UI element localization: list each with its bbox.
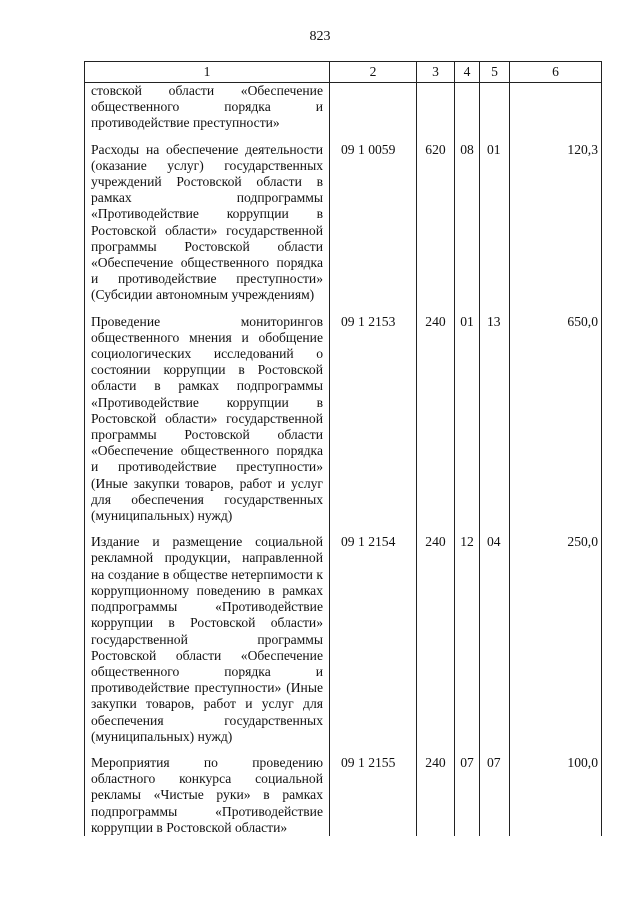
row-description: Проведение мониторингов общественного мнения и обобщение социологических исследований о состоянии коррупции в Ростовской области в рамках подпрограммы «Противодействие коррупции в Ростовской области» государственной программы Ростовской области «Обеспечение общественного порядка и противодействие преступности» (Иные закупки товаров, работ и услуг для обеспечения государственных (муниципальных) нужд) — [85, 304, 330, 525]
row-description: Мероприятия по проведению областного конкурса социальной рекламы «Чистые руки» в рамках подпрограммы «Противодействие коррупции в Ростовской области» — [85, 745, 330, 836]
row-expense-type: 240 — [417, 524, 455, 745]
row-amount: 100,0 — [510, 745, 602, 836]
header-col-3: 3 — [417, 62, 455, 83]
row-section: 08 — [455, 132, 480, 304]
header-col-6: 6 — [510, 62, 602, 83]
row-expense-type — [417, 83, 455, 132]
row-code: 09 1 0059 — [330, 132, 417, 304]
row-amount: 250,0 — [510, 524, 602, 745]
row-subsection: 07 — [480, 745, 510, 836]
header-col-5: 5 — [480, 62, 510, 83]
table-row — [85, 745, 602, 836]
row-expense-type: 240 — [417, 304, 455, 525]
row-code: 09 1 2154 — [330, 524, 417, 745]
header-col-4: 4 — [455, 62, 480, 83]
row-section — [455, 83, 480, 132]
table-row — [85, 132, 602, 304]
header-col-1: 1 — [85, 62, 330, 83]
row-expense-type: 620 — [417, 132, 455, 304]
row-amount: 650,0 — [510, 304, 602, 525]
row-description: Расходы на обеспечение деятельности (оказание услуг) государственных учреждений Ростовской области в рамках подпрограммы «Противодействие коррупции в Ростовской области» государственной программы Ростовской области «Обеспечение общественного порядка и противодействие преступности» (Субсидии автономным учреждениям) — [85, 132, 330, 304]
row-section: 12 — [455, 524, 480, 745]
row-description: стовской области «Обеспечение общественного порядка и противодействие преступности» — [85, 83, 330, 132]
row-subsection: 04 — [480, 524, 510, 745]
table-row — [85, 83, 602, 132]
row-description: Издание и размещение социальной рекламной продукции, направленной на создание в обществе нетерпимости к коррупционному поведению в рамках подпрограммы «Противодействие коррупции в Ростовской области» государственной программы Ростовской области «Обеспечение общественного порядка и противодействие преступности» (Иные закупки товаров, работ и услуг для обеспечения государственных (муниципальных) нужд) — [85, 524, 330, 745]
row-subsection: 01 — [480, 132, 510, 304]
row-subsection: 13 — [480, 304, 510, 525]
budget-table — [84, 61, 602, 836]
table-row — [85, 524, 602, 745]
row-section: 01 — [455, 304, 480, 525]
row-code: 09 1 2155 — [330, 745, 417, 836]
header-col-2: 2 — [330, 62, 417, 83]
row-code: 09 1 2153 — [330, 304, 417, 525]
page-number: 823 — [309, 29, 331, 44]
row-code — [330, 83, 417, 132]
row-subsection — [480, 83, 510, 132]
row-section: 07 — [455, 745, 480, 836]
row-amount: 120,3 — [510, 132, 602, 304]
table-header — [85, 62, 602, 83]
table-row — [85, 304, 602, 525]
row-amount — [510, 83, 602, 132]
row-expense-type: 240 — [417, 745, 455, 836]
